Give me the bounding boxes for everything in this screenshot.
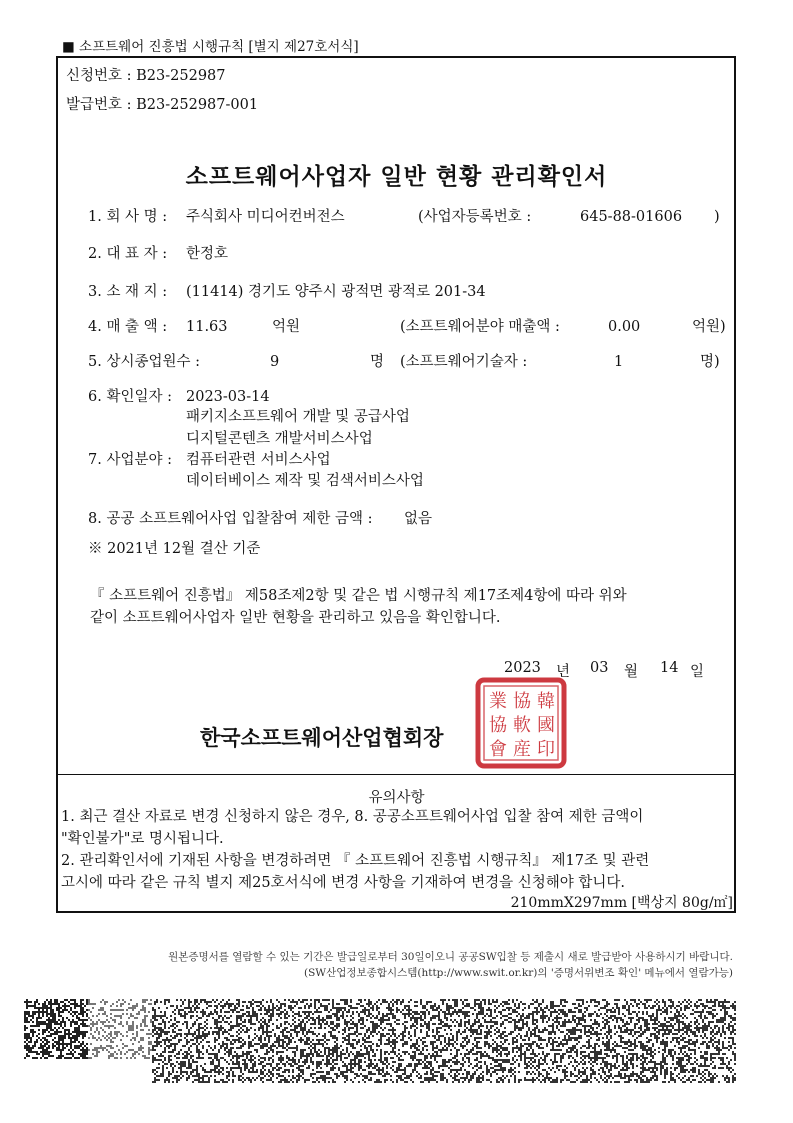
notes-divider: [58, 774, 735, 775]
svg-text:會: 會: [489, 739, 507, 760]
note-line: 1. 최근 결산 자료로 변경 신청하지 않은 경우, 8. 공공소프트웨어사업 입찰 참여 제한 금액이: [61, 809, 644, 825]
official-seal-stamp: [475, 677, 567, 769]
company-name: 주식회사 미디어컨버전스: [186, 209, 345, 225]
bid-limit-value: 없음: [404, 511, 433, 527]
svg-text:國: 國: [537, 715, 555, 736]
notes-title: 유의사항: [368, 790, 425, 806]
employees-label: 5. 상시종업원수 :: [88, 354, 200, 370]
sw-sales-label: (소프트웨어분야 매출액 :: [400, 319, 560, 335]
address-label: 3. 소 재 지 :: [88, 284, 168, 300]
business-field-label: 7. 사업분야 :: [88, 452, 172, 468]
sales-value: 11.63: [186, 319, 228, 335]
note-line: "확인불가"로 명시됩니다.: [61, 831, 224, 847]
issue-month-unit: 월: [624, 664, 639, 680]
sw-tech-unit: 명): [700, 354, 720, 370]
sw-tech-label: (소프트웨어기술자 :: [400, 354, 528, 370]
svg-text:協: 協: [489, 715, 507, 736]
sales-unit: 억원: [272, 319, 301, 335]
business-field-item: 디지털콘텐츠 개발서비스사업: [186, 431, 373, 447]
svg-text:協: 協: [513, 691, 531, 712]
svg-text:産: 産: [513, 739, 531, 760]
declaration-line: 같이 소프트웨어사업자 일반 현황을 관리하고 있음을 확인합니다.: [90, 610, 501, 626]
note-line: 고시에 따라 같은 규칙 별지 제25호서식에 변경 사항을 기재하여 변경을 신청해야 합니다.: [61, 875, 626, 891]
business-field-item: 데이터베이스 제작 및 검색서비스사업: [186, 473, 424, 489]
declaration-text: [90, 585, 627, 629]
note-line: 2. 관리확인서에 기재된 사항을 변경하려면 『 소프트웨어 진흥법 시행규칙』 제17조 및 관련: [61, 853, 650, 869]
basis-note: ※ 2021년 12월 결산 기준: [88, 541, 261, 557]
form-reference: ■ 소프트웨어 진흥법 시행규칙 [별지 제27호서식]: [62, 39, 359, 55]
issue-year-unit: 년: [556, 664, 571, 680]
sw-sales-unit: 억원): [692, 319, 726, 335]
footer-notice: 원본증명서를 열람할 수 있는 기간은 발급일로부터 30일이오니 공공SW입찰 등 제출시 새로 발급받아 사용하시기 바랍니다.: [168, 951, 733, 963]
ceo-label: 2. 대 표 자 :: [88, 246, 168, 262]
issue-day: 14: [660, 660, 679, 676]
verification-code-image: [24, 999, 152, 1059]
employees-unit: 명: [370, 354, 385, 370]
notes-list: [61, 806, 733, 894]
address-value: (11414) 경기도 양주시 광적면 광적로 201-34: [186, 284, 486, 300]
confirm-date-label: 6. 확인일자 :: [88, 389, 172, 405]
employees-value: 9: [270, 354, 280, 370]
svg-text:印: 印: [537, 739, 555, 760]
application-number: 신청번호 : B23-252987: [66, 68, 226, 84]
issue-year: 2023: [504, 660, 541, 676]
issuer-name: 한국소프트웨어산업협회장: [200, 726, 444, 750]
declaration-line: 『 소프트웨어 진흥법』 제58조제2항 및 같은 법 시행규칙 제17조제4항에 따라 위와: [90, 588, 627, 604]
issue-day-unit: 일: [690, 664, 705, 680]
ceo-name: 한정호: [186, 246, 229, 262]
document-title: 소프트웨어사업자 일반 현황 관리확인서: [185, 164, 608, 190]
svg-text:韓: 韓: [537, 691, 555, 712]
paper-spec: 210mmX297mm [백상지 80g/㎡]: [510, 895, 733, 911]
2d-barcode-pattern: [152, 999, 736, 1083]
issue-month: 03: [590, 660, 609, 676]
company-label: 1. 회 사 명 :: [88, 209, 168, 225]
sw-tech-value: 1: [614, 354, 624, 370]
business-field-item: 패키지소프트웨어 개발 및 공급사업: [186, 409, 410, 425]
business-reg-close: ): [714, 209, 720, 225]
issue-number: 발급번호 : B23-252987-001: [66, 97, 259, 113]
bid-limit-label: 8. 공공 소프트웨어사업 입찰참여 제한 금액 :: [88, 511, 373, 527]
business-reg-number: 645-88-01606: [580, 209, 683, 225]
business-reg-label: (사업자등록번호 :: [418, 209, 532, 225]
svg-text:軟: 軟: [513, 715, 531, 736]
footer-verify-notice: (SW산업정보종합시스템(http://www.swit.or.kr)의 '증명서위변조 확인' 메뉴에서 열람가능): [304, 967, 733, 979]
sw-sales-value: 0.00: [608, 319, 641, 335]
sales-label: 4. 매 출 액 :: [88, 319, 168, 335]
business-field-item: 컴퓨터관련 서비스사업: [186, 452, 331, 468]
svg-text:業: 業: [489, 691, 507, 712]
confirm-date-value: 2023-03-14: [186, 389, 270, 405]
